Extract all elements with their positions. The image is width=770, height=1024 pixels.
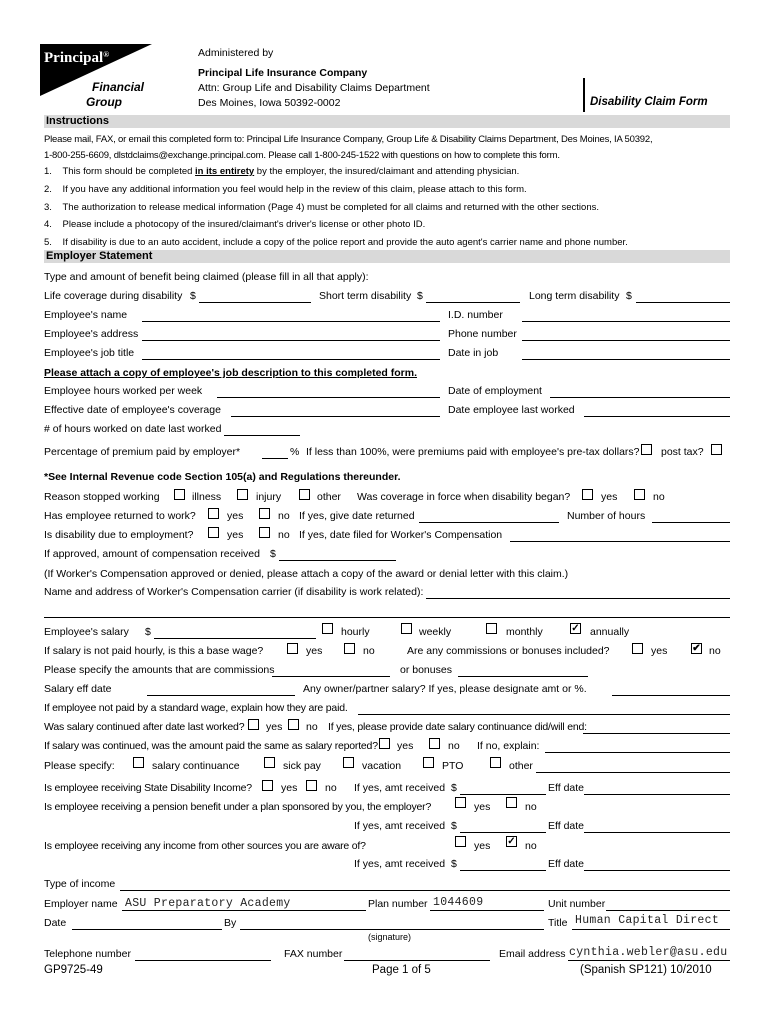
administered-by: Administered by [198,47,274,59]
employee-address-label: Employee's address [44,328,139,340]
continuance-dates-field[interactable] [583,733,730,734]
plan-number-value[interactable]: 1044609 [433,896,484,909]
other-pay-label: other [509,760,533,772]
wc-note: (If Worker's Compensation approved or denied, please attach a copy of the award or denial letter with this claim.) [44,568,569,580]
date-label: Date [44,917,67,929]
no-label: no [278,529,290,541]
employee-address-field[interactable] [142,340,440,341]
item-num: 5. [44,237,52,248]
item-pre: If disability is due to an auto accident, include a copy of the police report and provide the auto agent's carrier name and phone number. [62,237,628,248]
monthly-checkbox[interactable] [486,623,497,634]
employer-name-value[interactable]: ASU Preparatory Academy [125,897,291,910]
logo-reg: ® [103,50,110,59]
no-label: no [306,721,318,733]
item-pre: If you have any additional information you feel would help in the review of this claim, please attach to this form. [62,184,527,195]
employee-name-field[interactable] [142,321,440,322]
returned-no-checkbox[interactable] [259,508,270,519]
ltd-label: Long term disability [529,290,620,302]
not-standard-label: If employee not paid by a standard wage, explain how they are paid. [44,702,348,714]
commissions-no-checkbox[interactable]: ✔ [692,643,701,654]
yes-label: yes [227,510,244,522]
item-pre: Please include a photocopy of the insured/claimant's driver's license or other photo ID. [62,219,426,230]
annually-checkbox[interactable]: ✓ [571,623,580,634]
pct-sign: % [290,446,300,458]
item-num: 2. [44,184,52,195]
same-amount-no-checkbox[interactable] [429,738,440,749]
job-title-label: Employee's job title [44,347,135,359]
illness-checkbox[interactable] [174,489,185,500]
ltd-field[interactable] [636,302,730,303]
std-field[interactable] [426,302,520,303]
id-number-label: I.D. number [448,309,503,321]
if-no-explain-label: If no, explain: [477,740,540,752]
attach-job-description: Please attach a copy of employee's job description to this completed form. [44,367,418,379]
instruction-item [44,184,527,195]
signature-field[interactable] [240,929,544,930]
base-wage-no-checkbox[interactable] [344,643,355,654]
telephone-label: Telephone number [44,948,131,960]
yes-label: yes [474,801,491,813]
hourly-label: hourly [341,626,370,638]
employee-name-label: Employee's name [44,309,128,321]
other-income-label: Is employee receiving any income from other sources you are aware of? [44,840,366,852]
returned-yes-checkbox[interactable] [208,508,219,519]
yes-label: yes [281,782,298,794]
pension-no-checkbox[interactable] [506,797,517,808]
unit-number-field[interactable] [606,910,730,911]
date-returned-field[interactable] [419,522,559,523]
yes-label: yes [651,645,668,657]
item-num: 3. [44,202,52,213]
type-income-field[interactable] [120,890,730,891]
employer-name-label: Employer name [44,898,118,910]
coverage-yes-checkbox[interactable] [582,489,593,500]
dollar-sign: $ [270,548,276,560]
illness-label: illness [192,491,222,503]
other-income-eff-field[interactable] [584,870,730,871]
page-number: Page 1 of 5 [372,964,431,976]
injury-checkbox[interactable] [237,489,248,500]
dollar-sign: $ [626,290,632,302]
wc-carrier-field-2[interactable] [44,617,730,618]
dollar-sign: $ [451,820,457,832]
date-filed-wc-label: If yes, date filed for Worker's Compensation [299,529,503,541]
eff-date-label: Eff date [548,858,585,870]
weekly-label: weekly [419,626,452,638]
date-filed-wc-field[interactable] [510,541,730,542]
if-yes-amt-label: If yes, amt received [354,782,446,794]
item-em: in its entirety [195,166,255,177]
returned-label: Has employee returned to work? [44,510,196,522]
salary-eff-date-field[interactable] [147,695,295,696]
dollar-sign: $ [190,290,196,302]
dollar-sign: $ [417,290,423,302]
post-tax-label: post tax? [661,446,704,458]
or-bonuses-label: or bonuses [400,664,452,676]
number-hours-field[interactable] [652,522,730,523]
continued-label: Was salary continued after date last worked? [44,721,245,733]
eff-date-coverage-label: Effective date of employee's coverage [44,404,221,416]
company-name: Principal Life Insurance Company [198,67,368,79]
item-post: by the employer, the insured/claimant and attending physician. [254,166,520,177]
logo-sub1: Financial [92,80,145,94]
by-label: By [224,917,237,929]
pre-tax-checkbox[interactable] [641,444,652,455]
not-standard-field[interactable] [358,714,730,715]
if-less-label: If less than 100%, were premiums paid with employee's pre-tax dollars? [306,446,640,458]
fax-label: FAX number [284,948,343,960]
item-pre: This form should be completed [62,166,196,177]
yes-label: yes [306,645,323,657]
dollar-sign: $ [451,782,457,794]
other-reason-checkbox[interactable] [299,489,310,500]
other-income-amt-field[interactable] [460,870,546,871]
no-label: no [363,645,375,657]
date-field[interactable] [72,929,222,930]
life-coverage-label: Life coverage during disability [44,290,183,302]
eff-date-label: Eff date [548,782,585,794]
approved-amount-label: If approved, amount of compensation received [44,548,260,560]
life-coverage-field[interactable] [199,302,311,303]
same-amount-label: If salary was continued, was the amount paid the same as salary reported? [44,740,378,752]
vacation-label: vacation [362,760,402,772]
pension-amt-field[interactable] [460,832,546,833]
state-disability-yes-checkbox[interactable] [262,780,273,791]
commissions-yes-checkbox[interactable] [632,643,643,654]
state-disability-amt-field[interactable] [460,794,546,795]
due-employment-yes-checkbox[interactable] [208,527,219,538]
give-date-returned-label: If yes, give date returned [299,510,415,522]
continued-yes-checkbox[interactable] [248,719,259,730]
date-employment-label: Date of employment [448,385,542,397]
phone-number-label: Phone number [448,328,517,340]
type-income-label: Type of income [44,878,116,890]
salary-continuance-checkbox[interactable] [133,757,144,768]
reason-stopped-label: Reason stopped working [44,491,160,503]
email-line [568,960,730,961]
title-label: Title [548,917,568,929]
coverage-no-checkbox[interactable] [634,489,645,500]
sick-pay-label: sick pay [283,760,321,772]
pension-label: Is employee receiving a pension benefit under a plan sponsored by you, the employer? [44,801,432,813]
continued-no-checkbox[interactable] [288,719,299,730]
type-amount-label: Type and amount of benefit being claimed (please fill in all that apply): [44,271,369,283]
std-label: Short term disability [319,290,412,302]
instruction-item [44,166,519,177]
instructions-intro-1: Please mail, FAX, or email this completed form to: Principal Life Insurance Company, Group Life & Disability Claims Department, Des Moines, IA 50392, [44,134,653,145]
item-num: 4. [44,219,52,230]
instruction-item [44,219,425,230]
salary-continuance-label: salary continuance [152,760,240,772]
yes-label: yes [601,491,618,503]
same-amount-yes-checkbox[interactable] [379,738,390,749]
pct-premium-field[interactable] [262,458,288,459]
title-value[interactable]: Human Capital Direct [575,914,720,927]
job-title-field[interactable] [142,359,440,360]
logo-text: Principal [44,50,104,66]
pension-yes-checkbox[interactable] [455,797,466,808]
email-value[interactable]: cynthia.webler@asu.edu [569,946,728,959]
coverage-in-force-label: Was coverage in force when disability began? [357,491,571,503]
plan-number-line [430,910,544,911]
instruction-item [44,237,628,248]
wc-carrier-label: Name and address of Worker's Compensation carrier (if disability is work related): [44,586,424,598]
telephone-field[interactable] [135,960,271,961]
date-in-job-field[interactable] [522,359,730,360]
date-in-job-label: Date in job [448,347,499,359]
due-employment-label: Is disability due to employment? [44,529,194,541]
hours-week-field[interactable] [217,397,440,398]
instructions-intro-2: 1-800-255-6609, dlstdclaims@exchange.principal.com. Please call 1-800-245-1522 with questions on how to complete this form. [44,150,560,161]
hours-week-label: Employee hours worked per week [44,385,203,397]
injury-label: injury [256,491,282,503]
no-label: no [525,840,537,852]
salary-eff-date-label: Salary eff date [44,683,112,695]
other-pay-field[interactable] [536,772,730,773]
title-line [572,929,730,930]
principal-logo [40,44,180,114]
spanish-version: (Spanish SP121) 10/2010 [580,964,712,976]
if-no-explain-field[interactable] [545,752,730,753]
hours-on-date-field[interactable] [224,435,300,436]
other-pay-checkbox[interactable] [490,757,501,768]
fax-field[interactable] [344,960,490,961]
form-title: Disability Claim Form [590,96,708,108]
if-yes-amt-label: If yes, amt received [354,858,446,870]
pension-eff-field[interactable] [584,832,730,833]
id-number-field[interactable] [522,321,730,322]
title-divider [583,78,585,112]
state-disability-eff-field[interactable] [584,794,730,795]
approved-amount-field[interactable] [279,560,396,561]
dollar-sign: $ [451,858,457,870]
plan-number-label: Plan number [368,898,428,910]
yes-label: yes [474,840,491,852]
phone-number-field[interactable] [522,340,730,341]
email-label: Email address [499,948,566,960]
employee-salary-label: Employee's salary [44,626,129,638]
instructions-title: Instructions [44,115,730,128]
continuance-dates-label: If yes, please provide date salary continuance did/will end: [328,721,587,733]
no-label: no [525,801,537,813]
wc-carrier-field[interactable] [426,598,730,599]
weekly-checkbox[interactable] [401,623,412,634]
no-label: no [653,491,665,503]
no-label: no [278,510,290,522]
hours-on-date-label: # of hours worked on date last worked [44,423,222,435]
date-last-worked-label: Date employee last worked [448,404,575,416]
other-income-yes-checkbox[interactable] [455,836,466,847]
yes-label: yes [266,721,283,733]
specify-commissions-label: Please specify the amounts that are commissions [44,664,275,676]
instruction-item [44,202,599,213]
commissions-field[interactable] [272,676,390,677]
no-label: no [448,740,460,752]
please-specify-label: Please specify: [44,760,115,772]
yes-label: yes [227,529,244,541]
see-irc: *See Internal Revenue code Section 105(a) and Regulations thereunder. [44,471,401,483]
commissions-q-label: Are any commissions or bonuses included? [407,645,610,657]
hourly-checkbox[interactable] [322,623,333,634]
signature-caption: (signature) [368,932,412,942]
eff-date-label: Eff date [548,820,585,832]
state-disability-label: Is employee receiving State Disability Income? [44,782,252,794]
no-label: no [325,782,337,794]
pto-label: PTO [442,760,464,772]
bonuses-field[interactable] [458,676,588,677]
yes-label: yes [397,740,414,752]
date-last-worked-field[interactable] [584,416,730,417]
base-wage-yes-checkbox[interactable] [287,643,298,654]
unit-number-label: Unit number [548,898,606,910]
owner-partner-label: Any owner/partner salary? If yes, please designate amt or %. [303,683,587,695]
address-line: Des Moines, Iowa 50392-0002 [198,97,341,109]
annually-label: annually [590,626,630,638]
monthly-label: monthly [506,626,543,638]
dollar-sign: $ [145,626,151,638]
employer-statement-title: Employer Statement [44,250,730,263]
vacation-checkbox[interactable] [343,757,354,768]
form-code: GP9725-49 [44,964,103,976]
item-num: 1. [44,166,52,177]
base-wage-label: If salary is not paid hourly, is this a base wage? [44,645,264,657]
no-label: no [709,645,721,657]
item-pre: The authorization to release medical information (Page 4) must be completed for all claims and returned with the other sections. [62,202,599,213]
employer-name-line [122,910,366,911]
owner-partner-field[interactable] [612,695,730,696]
pct-premium-label: Percentage of premium paid by employer* [44,446,241,458]
post-tax-checkbox[interactable] [711,444,722,455]
date-employment-field[interactable] [550,397,730,398]
other-income-no-checkbox[interactable]: ✓ [507,836,516,847]
salary-field[interactable] [154,638,316,639]
due-employment-no-checkbox[interactable] [259,527,270,538]
logo-sub2: Group [86,95,122,109]
number-hours-label: Number of hours [567,510,646,522]
attn-line: Attn: Group Life and Disability Claims Department [198,82,430,94]
eff-date-coverage-field[interactable] [231,416,440,417]
other-reason-label: other [317,491,341,503]
pto-checkbox[interactable] [423,757,434,768]
state-disability-no-checkbox[interactable] [306,780,317,791]
sick-pay-checkbox[interactable] [264,757,275,768]
if-yes-amt-label: If yes, amt received [354,820,446,832]
